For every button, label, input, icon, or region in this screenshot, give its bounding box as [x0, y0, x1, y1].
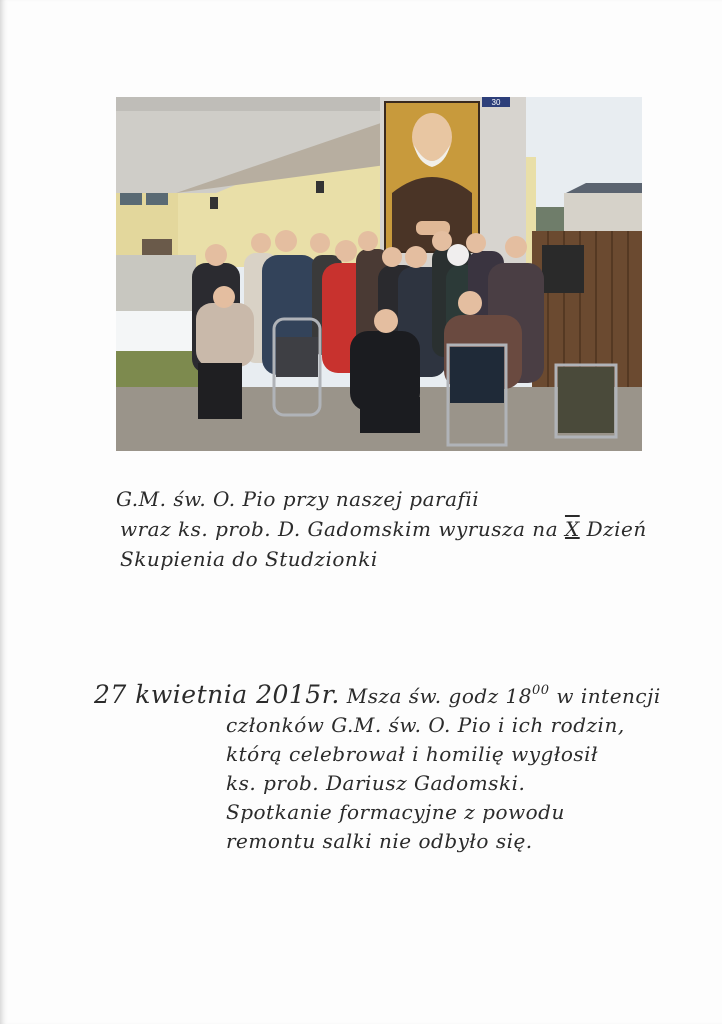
- entry-line-2: członków G.M. św. O. Pio i ich rodzin,: [226, 713, 625, 737]
- entry-line-5: Spotkanie formacyjne z powodu: [226, 800, 565, 824]
- caption-line-2-end: Dzień: [579, 517, 647, 541]
- painted-habit: [392, 177, 472, 251]
- entry-line-1-end: w intencji: [549, 684, 661, 708]
- group-photo: [116, 97, 642, 451]
- entry-line-6: remontu salki nie odbyło się.: [226, 829, 533, 853]
- entry-line-1-text: Msza św. godz 18: [339, 684, 533, 708]
- photo-caption: [116, 484, 686, 574]
- wall-lamp: [316, 181, 324, 193]
- diary-entry: [94, 676, 694, 856]
- photo-illustration: [116, 97, 642, 451]
- caption-line-1: G.M. św. O. Pio przy naszej parafii: [116, 487, 480, 511]
- caption-roman-numeral: X: [564, 517, 580, 541]
- canopy-edge: [116, 97, 416, 111]
- house-number: 30: [491, 98, 501, 107]
- caption-line-2-start: wraz ks. prob. D. Gadomskim wyrusza na: [120, 517, 565, 541]
- chair-seat: [450, 347, 504, 403]
- entry-date: 27 kwietnia 2015r.: [94, 680, 340, 709]
- caption-line-2: [120, 514, 686, 544]
- entry-time-superscript: 00: [532, 683, 550, 698]
- chair-seat: [276, 337, 318, 377]
- entry-line-4: ks. prob. Dariusz Gadomski.: [226, 771, 526, 795]
- wall-lamp: [210, 197, 218, 209]
- low-wall: [116, 255, 196, 311]
- entry-line-1: [94, 676, 694, 711]
- folded-chair-bag: [558, 367, 614, 433]
- mailbox: [542, 245, 584, 293]
- entry-line-3: którą celebrował i homilię wygłosił: [226, 742, 599, 766]
- caption-line-3: Skupienia do Studzionki: [120, 547, 378, 571]
